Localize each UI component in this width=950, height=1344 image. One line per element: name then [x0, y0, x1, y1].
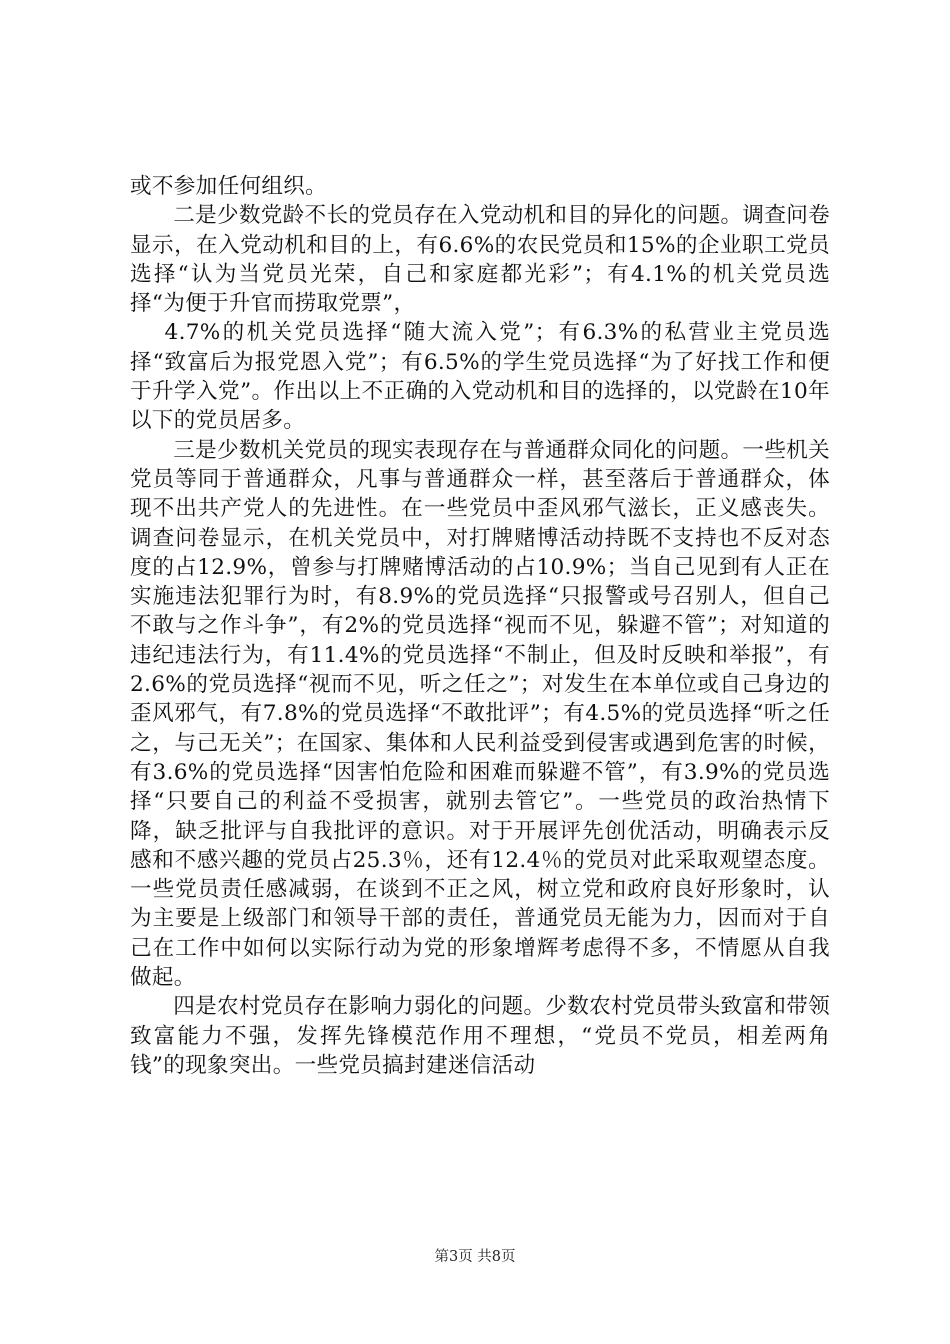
paragraph-point-two-continued: 4.7%的机关党员选择“随大流入党”；有6.3%的私营业主党员选择“致富后为报党恩入党”；有6.5%的学生党员选择“为了好找工作和便于升学入党”。作出以上不正确的入党动机和目的选择的，以党龄在10年以下的党员居多。 — [130, 320, 830, 434]
page-number-label: 第3页 共8页 — [434, 1249, 516, 1265]
paragraph-point-two: 二是少数党龄不长的党员存在入党动机和目的异化的问题。调查问卷显示，在入党动机和目的上，有6.6%的农民党员和15%的企业职工党员选择“认为当党员光荣，自己和家庭都光彩”；有4.1%的机关党员选择“为便于升官而捞取党票”， — [130, 203, 831, 317]
page-footer — [0, 1245, 950, 1266]
paragraph-continuation: 或不参加任何组织。 — [130, 174, 328, 199]
document-body — [130, 172, 830, 1080]
paragraph-point-four: 四是农村党员存在影响力弱化的问题。少数农村党员带头致富和带领致富能力不强，发挥先锋模范作用不理想，“党员不党员，相差两角钱”的现象突出。一些党员搞封建迷信活动 — [130, 994, 831, 1078]
paragraph-point-three: 三是少数机关党员的现实表现存在与普通群众同化的问题。一些机关党员等同于普通群众，凡事与普通群众一样，甚至落后于普通群众，体现不出共产党人的先进性。在一些党员中歪风邪气滋长，正义感丧失。调查问卷显示，在机关党员中，对打牌赌博活动持既不支持也不反对态度的占12.9%，曾参与打牌赌博活动的占10.9%；当自己见到有人正在实施违法犯罪行为时，有8.9%的党员选择“只报警或号召别人，但自己不敢与之作斗争”，有2%的党员选择“视而不见，躲避不管”；对知道的违纪违法行为，有11.4%的党员选择“不制止，但及时反映和举报”，有2.6%的党员选择“视而不见，听之任之”；对发生在本单位或自己身边的歪风邪气，有7.8%的党员选择“不敢批评”；有4.5%的党员选择“听之任之，与己无关”；在国家、集体和人民利益受到侵害或遇到危害的时候，有3.6%的党员选择“因害怕危险和困难而躲避不管”，有3.9%的党员选择“只要自己的利益不受损害，就别去管它”。一些党员的政治热情下降，缺乏批评与自我批评的意识。对于开展评先创优活动，明确表示反感和不感兴趣的党员占25.3％，还有12.4％的党员对此采取观望态度。一些党员责任感减弱，在谈到不正之风，树立党和政府良好形象时，认为主要是上级部门和领导干部的责任，普通党员无能为力，因而对于自己在工作中如何以实际行动为党的形象增辉考虑得不多，不情愿从自我做起。 — [130, 437, 831, 991]
